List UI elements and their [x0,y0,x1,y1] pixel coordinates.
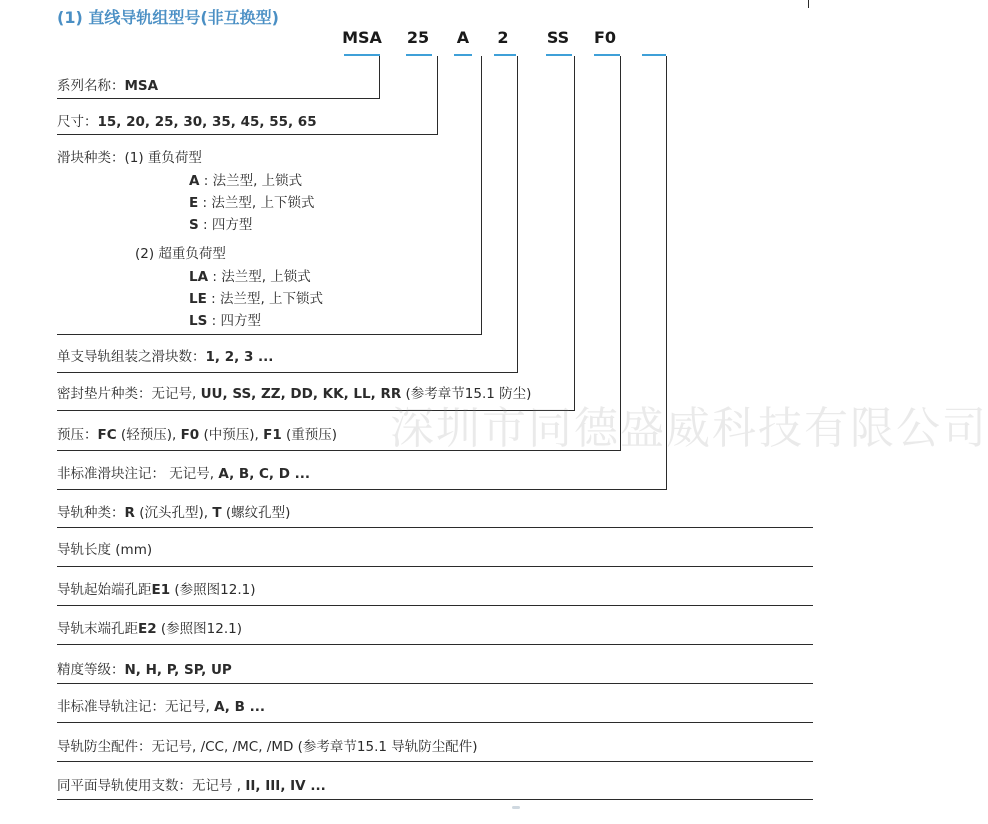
line-parallel [57,799,813,800]
row-rail-type-t2: (螺纹孔型) [221,505,291,521]
block-item-la-code: LA [189,269,209,285]
line-size [57,134,438,135]
row-block-label: 滑块种类： [57,150,125,166]
code-underline-seal [546,54,572,56]
row-seal-value: UU, SS, ZZ, DD, KK, LL, RR [200,386,402,402]
row-e2-note: (参照图12.1) [156,621,243,637]
row-accuracy-label: 精度等级： [57,662,125,678]
row-parallel [57,774,326,794]
row-rail-type-label: 导轨种类： [57,505,125,521]
row-e1-note: (参照图12.1) [170,582,256,598]
code-underline-preload [594,54,620,56]
row-series-value: MSA [124,78,159,94]
watermark-text: 深圳市同德盛威科技有限公司 [390,403,988,454]
row-block-group1: (1) 重负荷型 [124,150,202,166]
connector-size [437,56,438,134]
row-seal-note: (参考章节15.1 防尘) [401,386,532,402]
block-group2: (2) 超重负荷型 [135,246,226,262]
block-item-ls-desc: : 四方型 [207,313,261,329]
row-parallel-value: II, III, IV ... [245,778,326,794]
row-e2-value: E2 [138,621,157,637]
row-block-count-label: 单支导轨组装之滑块数： [57,349,206,365]
block-item-s-desc: : 四方型 [198,217,253,233]
row-preload-t3: (重预压) [281,427,338,443]
row-rail-type-t1: (沉头孔型), [134,505,213,521]
row-preload-v2: F0 [180,427,200,443]
line-dust [57,761,813,762]
code-block-type: A [456,28,470,47]
code-series: MSA [342,28,382,47]
block-item-s [189,213,252,233]
block-item-e-code: E [189,195,199,211]
connector-series [379,56,380,98]
row-series-label: 系列名称： [57,78,125,94]
line-rail-type [57,527,813,528]
row-block-count-value: 1, 2, 3 ... [205,349,274,365]
line-accuracy [57,683,813,684]
code-seal: SS [546,28,570,47]
line-nonstd-rail [57,722,813,723]
row-e1 [57,578,256,598]
line-rail-length [57,566,813,567]
line-preload [57,450,621,451]
row-preload-t1: (轻预压), [116,427,181,443]
block-item-a-desc: : 法兰型, 上锁式 [199,173,303,189]
row-nonstd-rail-label: 非标准导轨注记：无记号, [57,699,215,715]
row-dust: 导轨防尘配件：无记号, /CC, /MC, /MD (参考章节15.1 导轨防尘配件) [57,739,478,755]
line-block-count [57,372,518,373]
row-e1-value: E1 [151,582,171,598]
line-nonstd-block [57,489,667,490]
code-underline-block-type [454,54,472,56]
row-accuracy [57,658,232,678]
code-underline-size [406,54,432,56]
line-e2 [57,644,813,645]
row-block-count [57,345,273,365]
row-size-label: 尺寸： [57,114,98,130]
connector-nonstd-block [666,56,667,490]
block-item-le-code: LE [189,291,207,307]
row-size [57,110,317,130]
row-preload-t2: (中预压), [199,427,264,443]
row-size-value: 15, 20, 25, 30, 35, 45, 55, 65 [97,114,317,130]
row-preload-v1: FC [97,427,117,443]
block-item-s-code: S [189,217,199,233]
code-size: 25 [406,28,430,47]
block-item-le [189,287,323,307]
line-seal [57,410,575,411]
code-underline-block-count [494,54,516,56]
row-nonstd-rail-value: A, B ... [214,699,265,715]
page-title: (1) 直线导轨组型号(非互换型) [57,8,279,27]
block-item-ls-code: LS [189,313,208,329]
code-underline-series [344,54,380,56]
row-e1-label: 导轨起始端孔距 [57,582,152,598]
block-item-la-desc: : 法兰型, 上锁式 [208,269,311,285]
row-accuracy-value: N, H, P, SP, UP [124,662,232,678]
row-e2-label: 导轨末端孔距 [57,621,138,637]
line-block-type [57,334,482,335]
row-seal [57,382,531,402]
row-preload-label: 预压： [57,427,98,443]
connector-block-type [481,56,482,334]
connector-block-count [517,56,518,372]
line-series [57,98,380,99]
row-block-type [57,146,202,166]
connector-preload [620,56,621,450]
row-rail-length: 导轨长度 (mm) [57,542,153,558]
row-nonstd-rail [57,695,265,715]
row-nonstd-block-label: 非标准滑块注记： 无记号, [57,466,219,482]
row-nonstd-block [57,462,310,482]
block-item-e [189,191,314,211]
row-parallel-label: 同平面导轨使用支数：无记号 , [57,778,246,794]
row-seal-label: 密封垫片种类：无记号, [57,386,201,402]
row-preload-v3: F1 [263,427,282,443]
line-e1 [57,605,813,606]
row-series [57,74,158,94]
row-e2 [57,617,242,637]
code-preload: F0 [593,28,617,47]
code-block-count: 2 [497,28,509,47]
row-preload [57,423,337,443]
code-underline-nonstd-block [642,54,666,56]
row-rail-type-v2: T [212,505,222,521]
row-rail-type [57,501,290,521]
block-item-la [189,265,311,285]
block-item-ls [189,309,261,329]
row-rail-type-v1: R [124,505,135,521]
block-item-le-desc: : 法兰型, 上下锁式 [206,291,324,307]
edge-line [808,0,809,8]
page-dot [512,806,520,809]
block-item-e-desc: : 法兰型, 上下锁式 [198,195,315,211]
block-item-a-code: A [189,173,200,189]
row-nonstd-block-value: A, B, C, D ... [218,466,311,482]
block-item-a [189,169,302,189]
connector-seal [574,56,575,410]
